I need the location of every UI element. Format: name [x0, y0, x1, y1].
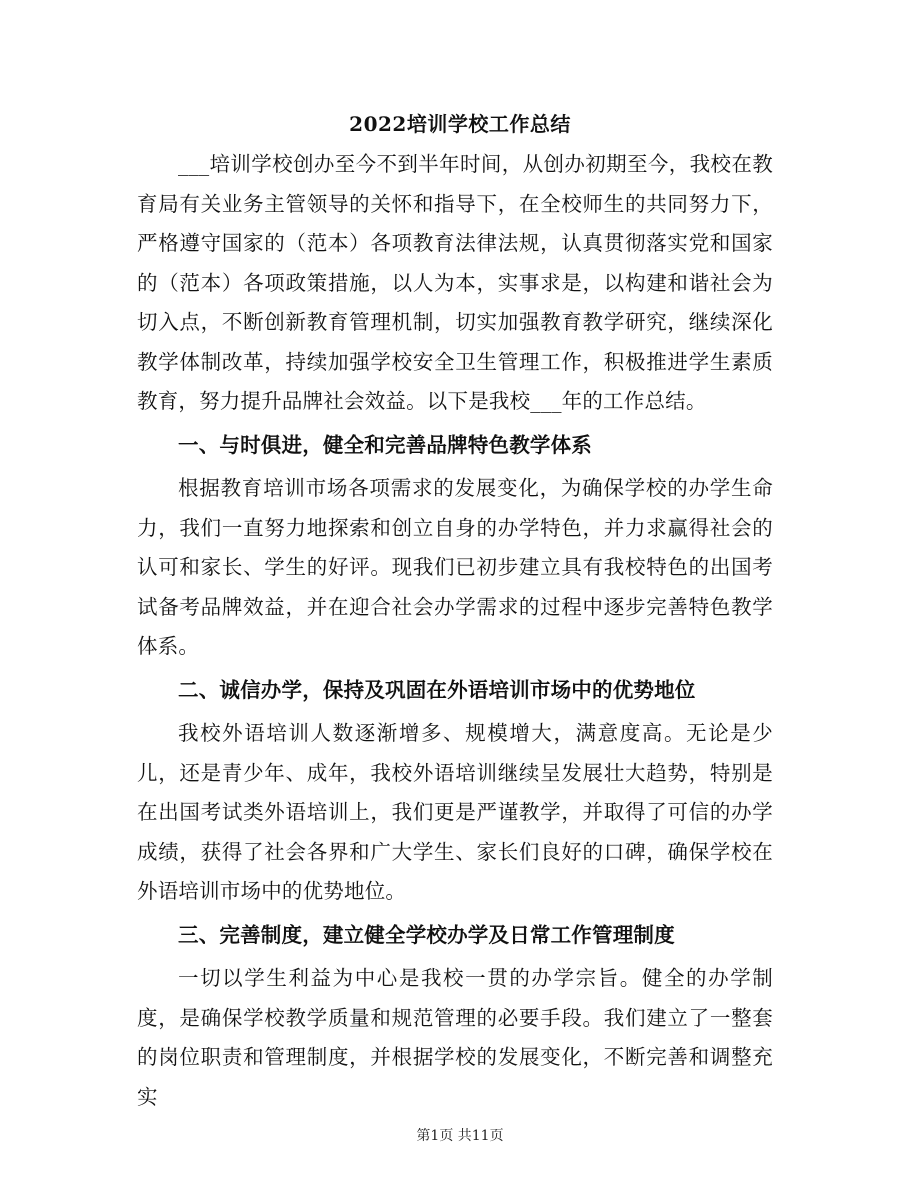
section-heading-2: 二、诚信办学，保持及巩固在外语培训市场中的优势地位 — [178, 677, 696, 702]
section-paragraph-3: 一切以学生利益为中心是我校一贯的办学宗旨。健全的办学制度，是确保学校教学质量和规范管理的必要手段。我们建立了一整套的岗位职责和管理制度，并根据学校的发展变化，不断完善和调整充实 — [137, 966, 773, 1109]
document-body — [137, 145, 773, 1117]
page-number-footer: 第1页 共11页 — [416, 1128, 504, 1144]
intro-paragraph: ___培训学校创办至今不到半年时间，从创办初期至今，我校在教育局有关业务主管领导的关怀和指导下，在全校师生的共同努力下，严格遵守国家的（范本）各项教育法律法规，认真贯彻落实党和国家的（范本）各项政策措施，以人为本，实事求是，以构建和谐社会为切入点，不断创新教育管理机制，切实加强教育教学研究，继续深化教学体制改革，持续加强学校安全卫生管理工作，积极推进学生素质教育，努力提升品牌社会效益。以下是我校___年的工作总结。 — [137, 152, 773, 413]
section-paragraph-1: 根据教育培训市场各项需求的发展变化，为确保学校的办学生命力，我们一直努力地探索和创立自身的办学特色，并力求赢得社会的认可和家长、学生的好评。现我们已初步建立具有我校特色的出国考试备考品牌效益，并在迎合社会办学需求的过程中逐步完善特色教学体系。 — [137, 476, 773, 658]
section-paragraph-2: 我校外语培训人数逐渐增多、规模增大，满意度高。无论是少儿，还是青少年、成年，我校外语培训继续呈发展壮大趋势，特别是在出国考试类外语培训上，我们更是严谨教学，并取得了可信的办学成绩，获得了社会各界和广大学生、家长们良好的口碑，确保学校在外语培训市场中的优势地位。 — [137, 721, 773, 903]
document-title: 2022培训学校工作总结 — [349, 112, 571, 136]
section-heading-3: 三、完善制度，建立健全学校办学及日常工作管理制度 — [178, 922, 675, 947]
section-heading-1: 一、与时俱进，健全和完善品牌特色教学体系 — [178, 432, 592, 457]
